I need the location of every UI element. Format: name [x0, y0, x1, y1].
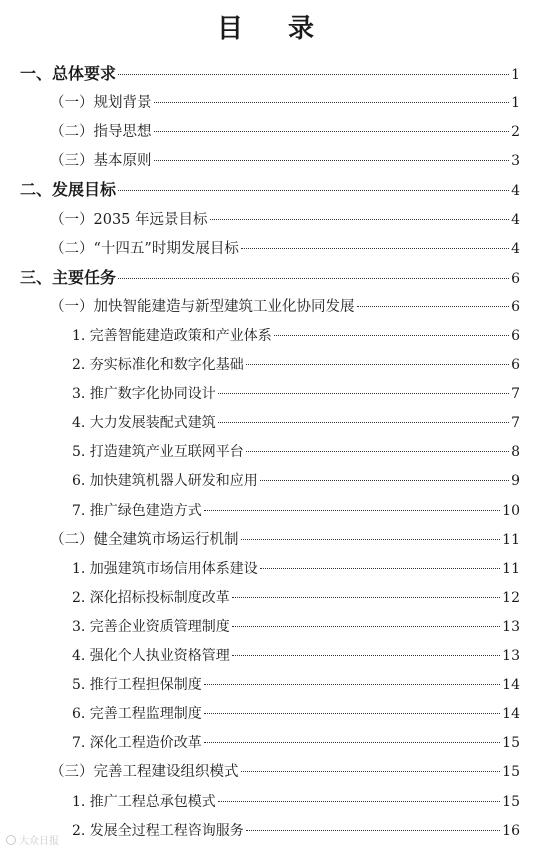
toc-entry[interactable] [72, 557, 520, 581]
toc-entry-page: 7 [511, 415, 520, 432]
toc-entry-page: 14 [502, 706, 520, 723]
toc-entry-title: 1. 完善智能建造政策和产业体系 [72, 327, 272, 344]
toc-entry[interactable] [72, 731, 520, 755]
toc-dot-leader [118, 278, 509, 279]
toc-entry[interactable] [72, 382, 520, 406]
toc-entry-title: 1. 推广工程总承包模式 [72, 793, 216, 810]
toc-dot-leader [118, 190, 509, 191]
toc-entry-title: 二、发展目标 [20, 180, 117, 200]
toc-dot-leader [241, 539, 501, 540]
toc-entry[interactable] [72, 586, 520, 610]
toc-entry[interactable] [50, 120, 520, 144]
toc-entry-page: 16 [502, 822, 520, 839]
toc-dot-leader [232, 597, 500, 598]
toc-entry[interactable] [50, 295, 520, 319]
toc-dot-leader [260, 568, 500, 569]
toc-entry[interactable] [50, 760, 520, 784]
toc-dot-leader [260, 480, 509, 481]
toc-entry-title: （一）加快智能建造与新型建筑工业化协同发展 [50, 298, 355, 315]
toc-entry-title: （二）指导思想 [50, 124, 152, 141]
toc-entry-page: 4 [511, 240, 520, 257]
toc-entry[interactable] [50, 237, 520, 261]
toc-entry-title: 7. 推广绿色建造方式 [72, 502, 202, 519]
toc-entry[interactable] [72, 819, 520, 843]
toc-entry-title: 4. 强化个人执业资格管理 [72, 648, 230, 664]
toc-entry-page: 12 [502, 589, 520, 606]
toc-dot-leader [204, 684, 500, 685]
toc-entry-page: 4 [511, 211, 520, 228]
toc-entry-page: 11 [502, 531, 520, 548]
toc-entry-title: 一、总体要求 [20, 64, 117, 83]
toc-dot-leader [154, 131, 510, 132]
toc-dot-leader [246, 451, 509, 452]
toc-entry-title: （一）2035 年远景目标 [50, 211, 208, 228]
toc-entry-page: 15 [502, 735, 520, 752]
toc-entry-title: 7. 深化工程造价改革 [72, 735, 202, 752]
toc-dot-leader [246, 830, 500, 831]
toc-entry-title: 4. 大力发展装配式建筑 [72, 415, 216, 432]
toc-entry[interactable] [50, 91, 520, 115]
toc-entry-page: 13 [502, 648, 520, 664]
toc-entry-title: （三）完善工程建设组织模式 [50, 764, 239, 781]
toc-entry-page: 10 [502, 502, 520, 519]
toc-entry-page: 8 [511, 444, 520, 461]
toc-entry-page: 11 [502, 560, 520, 577]
toc-dot-leader [204, 713, 500, 714]
toc-dot-leader [241, 248, 509, 249]
toc-entry-title: （一）规划背景 [50, 95, 152, 112]
toc-entry-page: 13 [502, 618, 520, 635]
toc-entry-title: 2. 深化招标投标制度改革 [72, 589, 230, 606]
page-title: 目 录 [216, 14, 333, 44]
toc-entry[interactable] [72, 469, 520, 493]
toc-entry-title: 5. 推行工程担保制度 [72, 677, 202, 694]
toc-entry-title: 6. 完善工程监理制度 [72, 706, 202, 723]
toc-entry[interactable] [20, 62, 520, 86]
toc-entry-page: 2 [511, 124, 520, 141]
toc-dot-leader [204, 510, 500, 511]
toc-entry-page: 6 [511, 298, 520, 315]
toc-entry-page: 3 [511, 153, 520, 170]
toc-dot-leader [274, 335, 509, 336]
watermark-logo-icon [6, 835, 16, 845]
toc-entry[interactable] [72, 324, 520, 348]
toc-entry-page: 14 [502, 677, 520, 694]
toc-entry-page: 6 [511, 357, 520, 373]
toc-entry[interactable] [72, 673, 520, 697]
toc-entry[interactable] [72, 644, 520, 668]
toc-entry-title: 6. 加快建筑机器人研发和应用 [72, 473, 258, 490]
toc-dot-leader [204, 742, 500, 743]
toc-entry-page: 1 [511, 67, 520, 83]
toc-entry-page: 15 [502, 793, 520, 810]
toc-entry-page: 1 [511, 95, 520, 112]
toc-entry[interactable] [20, 178, 520, 202]
watermark-text: 大众日报 [19, 836, 59, 847]
toc-dot-leader [210, 219, 510, 220]
toc-entry[interactable] [72, 615, 520, 639]
toc-dot-leader [118, 74, 509, 75]
toc-entry-title: 1. 加强建筑市场信用体系建设 [72, 560, 258, 577]
toc-entry-page: 9 [511, 473, 520, 490]
toc-entry-title: 5. 打造建筑产业互联网平台 [72, 444, 244, 461]
toc-entry[interactable] [72, 499, 520, 523]
toc-entry[interactable] [50, 528, 520, 552]
toc-entry[interactable] [72, 440, 520, 464]
toc-entry-page: 4 [511, 183, 520, 200]
toc-entry-title: 2. 发展全过程工程咨询服务 [72, 822, 244, 839]
watermark [6, 832, 59, 847]
toc-dot-leader [232, 655, 500, 656]
toc-entry-page: 6 [511, 270, 520, 287]
toc-entry[interactable] [20, 266, 520, 290]
toc-entry-title: （二）“十四五”时期发展目标 [50, 240, 239, 257]
toc-entry-title: 三、主要任务 [20, 267, 117, 287]
toc-entry[interactable] [72, 702, 520, 726]
toc-dot-leader [357, 306, 510, 307]
toc-entry[interactable] [50, 208, 520, 232]
toc-entry[interactable] [72, 411, 520, 435]
toc-entry-title: （三）基本原则 [50, 153, 152, 170]
toc-dot-leader [218, 801, 500, 802]
toc-entry[interactable] [72, 790, 520, 814]
toc-entry-title: 3. 推广数字化协同设计 [72, 386, 216, 403]
toc-dot-leader [218, 422, 509, 423]
toc-dot-leader [232, 626, 500, 627]
toc-entry-page: 15 [502, 764, 520, 781]
toc-entry-title: 2. 夯实标准化和数字化基础 [72, 357, 244, 373]
toc-entry[interactable] [72, 353, 520, 377]
toc-dot-leader [154, 102, 510, 103]
toc-dot-leader [246, 364, 509, 365]
toc-entry[interactable] [50, 149, 520, 173]
toc-entry-title: 3. 完善企业资质管理制度 [72, 618, 230, 635]
toc-dot-leader [218, 393, 509, 394]
toc-dot-leader [154, 160, 510, 161]
toc-dot-leader [241, 771, 501, 772]
toc-entry-title: （二）健全建筑市场运行机制 [50, 531, 239, 548]
toc-entry-page: 6 [511, 327, 520, 344]
toc-entry-page: 7 [511, 386, 520, 403]
